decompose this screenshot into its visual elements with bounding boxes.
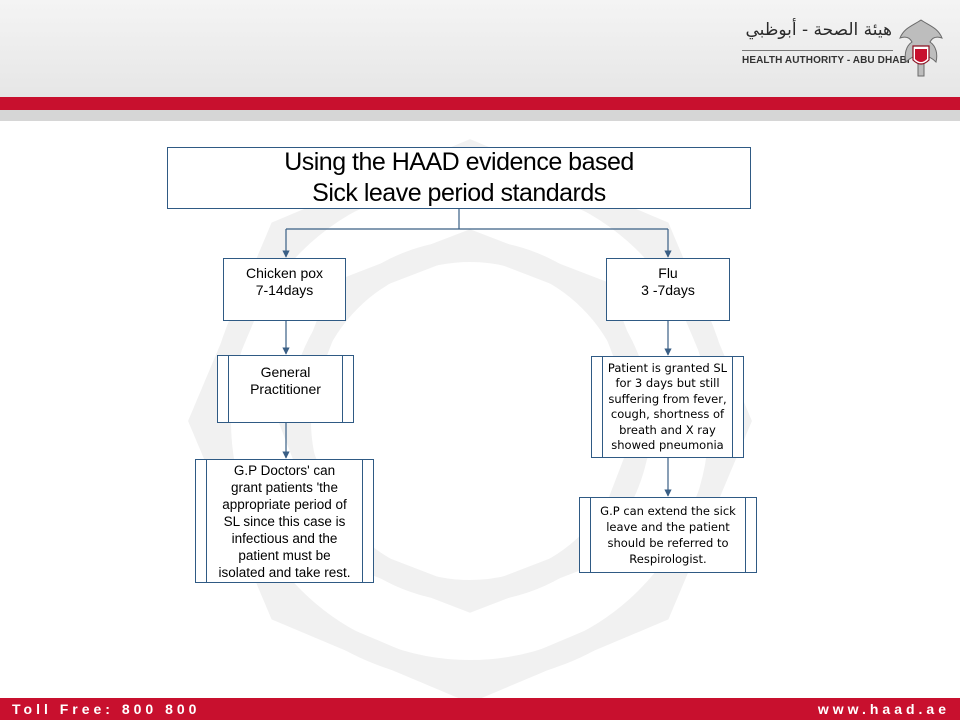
chicken-pox-node: [223, 258, 346, 321]
general-practitioner-node: [217, 355, 354, 423]
logo-english-text: HEALTH AUTHORITY - ABU DHABI: [742, 55, 910, 66]
title-box: [167, 147, 751, 209]
gp-doctors-outcome-text: G.P Doctors' can grant patients 'the appropriate period of SL since this case is infectious and the patient must be isolated and take rest.: [218, 462, 351, 580]
footer-bar: [0, 698, 960, 720]
falcon-emblem-icon: [896, 16, 946, 80]
general-practitioner-label: General Practitioner: [250, 364, 321, 397]
flu-node: [606, 258, 730, 321]
patient-case-text: Patient is granted SL for 3 days but still suffering from fever, cough, shortness of breath and X ray showed pneumonia: [607, 360, 728, 452]
header-red-band: [0, 97, 960, 110]
diagram-title: Using the HAAD evidence based Sick leave period standards: [284, 148, 634, 207]
logo-divider: [742, 50, 893, 51]
logo-arabic-text: هيئة الصحة - أبوظبي: [745, 20, 892, 40]
flu-label: Flu 3 -7days: [641, 265, 695, 298]
chicken-pox-label: Chicken pox 7-14days: [245, 265, 324, 298]
patient-case-node: [591, 356, 744, 458]
extend-sick-leave-node: [579, 497, 757, 573]
header-bar: [0, 0, 960, 97]
website-link[interactable]: www.haad.ae: [817, 701, 950, 717]
gp-doctors-outcome-node: [195, 459, 374, 583]
header-grey-band: [0, 110, 960, 121]
extend-sick-leave-text: G.P can extend the sick leave and the patient should be referred to Respirologist.: [600, 504, 736, 566]
toll-free-text: Toll Free: 800 800: [12, 701, 201, 717]
